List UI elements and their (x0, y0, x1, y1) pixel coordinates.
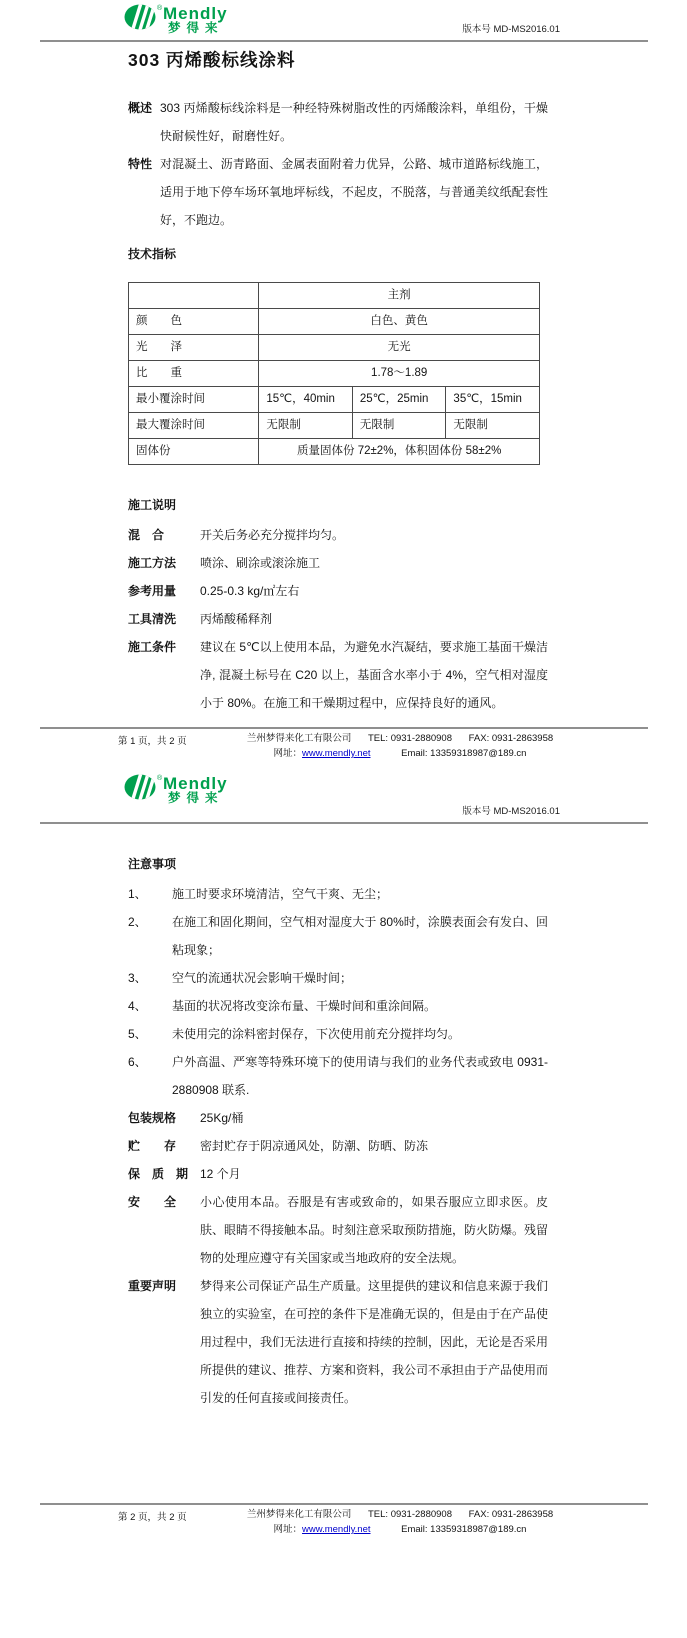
feature-label: 特性 (128, 157, 153, 171)
feature-text: 对混凝土、沥青路面、金属表面附着力优异，公路、城市道路标线施工，适用于地下停车场环氧地坪标线，不起皮，不脱落，与普通美纹纸配套性好，不跑边。 (160, 157, 548, 227)
footer-tel: TEL: 0931-2880908 (368, 1509, 452, 1520)
row-label: 最大覆涂时间 (129, 413, 259, 439)
row-label: 最小覆涂时间 (129, 387, 259, 413)
footer-line1 (232, 731, 568, 746)
notes-heading: 注意事项 (128, 857, 177, 871)
note-text: 施工时要求环境清洁，空气干爽、无尘； (172, 887, 389, 901)
footer-line2 (232, 746, 568, 761)
overview-text: 303 丙烯酸标线涂料是一种经特殊树脂改性的丙烯酸涂料，单组份，干燥快耐候性好，耐磨性好。 (160, 101, 548, 143)
brand-en: Mendly (163, 4, 228, 23)
overview-label: 概述 (128, 101, 153, 115)
info-text: 密封贮存于阴凉通风处，防潮、防晒、防冻 (200, 1139, 429, 1153)
row-label: 比 重 (129, 361, 259, 387)
info-text: 25Kg/桶 (200, 1111, 244, 1125)
version-label: 版本号 MD-MS2016.01 (462, 24, 560, 35)
row-value: 无限制 (352, 413, 446, 439)
note-text: 户外高温、严寒等特殊环境下的使用请与我们的业务代表或致电 0931-2880908 联系. (172, 1055, 548, 1097)
item-text: 0.25-0.3 kg/㎡左右 (200, 584, 300, 598)
overview-section (128, 94, 548, 150)
mendly-logo (123, 2, 273, 39)
item-label: 工具清洗 (128, 612, 177, 626)
table-row (129, 387, 540, 413)
row-value: 无光 (259, 335, 540, 361)
row-label: 颜 色 (129, 309, 259, 335)
info-item (128, 1104, 548, 1132)
page2-footer-rule (40, 1503, 648, 1505)
info-label: 贮 存 (128, 1139, 177, 1153)
construction-item (128, 633, 548, 717)
mendly-logo-graphic (123, 772, 273, 804)
brand-cn: 梦得来 (168, 21, 224, 34)
table-row (129, 283, 540, 309)
table-corner-cell (129, 283, 259, 309)
brand-cn: 梦得来 (168, 791, 224, 804)
note-item (128, 880, 548, 908)
page1-footer-rule (40, 727, 648, 729)
table-row (129, 335, 540, 361)
mendly-logo (123, 772, 273, 809)
footer-email: Email: 13359318987@189.cn (401, 1524, 527, 1535)
item-text: 喷涂、刷涂或滚涂施工 (200, 556, 321, 570)
row-value: 无限制 (446, 413, 540, 439)
info-label: 安 全 (128, 1195, 177, 1209)
footer-tel: TEL: 0931-2880908 (368, 733, 452, 744)
website-label: 网址： (273, 748, 303, 759)
registered-mark: ® (157, 5, 163, 12)
page2-footer-info (232, 1507, 568, 1537)
row-label: 固体份 (129, 439, 259, 465)
brand-en: Mendly (163, 774, 228, 793)
construction-item (128, 549, 548, 577)
registered-mark: ® (157, 775, 163, 782)
item-label: 施工方法 (128, 556, 177, 570)
footer-email: Email: 13359318987@189.cn (401, 748, 527, 759)
website-link[interactable]: www.mendly.net (302, 1524, 371, 1535)
item-label: 施工条件 (128, 640, 177, 654)
item-label: 参考用量 (128, 584, 177, 598)
construction-heading: 施工说明 (128, 498, 177, 512)
page1-content (128, 46, 548, 717)
note-text: 空气的流通状况会影响干燥时间； (172, 971, 353, 985)
info-text: 梦得来公司保证产品生产质量。这里提供的建议和信息来源于我们独立的实验室，在可控的条件下是准确无误的，但是由于在产品使用过程中，我们无法进行直接和持续的控制，因此，无论是否采用所提供的建议、推荐、方案和资料，我公司不承担由于产品使用而引发的任何直接或间接责任。 (200, 1279, 549, 1405)
row-value: 无限制 (259, 413, 353, 439)
row-value-35c: 35℃，15min (446, 387, 540, 413)
info-label: 保 质 期 (128, 1167, 189, 1181)
construction-item (128, 577, 548, 605)
construction-item (128, 605, 548, 633)
row-value: 质量固体份 72±2%，体积固体份 58±2% (259, 439, 540, 465)
note-item (128, 964, 548, 992)
footer-fax: FAX: 0931-2863958 (468, 1509, 554, 1520)
item-text: 丙烯酸稀释剂 (200, 612, 273, 626)
page1-header-rule (40, 40, 648, 42)
note-text: 基面的状况将改变涂布量、干燥时间和重涂间隔。 (172, 999, 437, 1013)
table-row (129, 413, 540, 439)
note-item (128, 908, 548, 964)
info-item (128, 1272, 548, 1412)
website-link[interactable]: www.mendly.net (302, 748, 371, 759)
note-text: 未使用完的涂料密封保存，下次使用前充分搅拌均匀。 (172, 1027, 461, 1041)
note-text: 在施工和固化期间，空气相对湿度大于 80%时，涂膜表面会有发白、回粘现象； (172, 915, 548, 957)
row-label: 光 泽 (129, 335, 259, 361)
page2-content (128, 850, 548, 1412)
table-row (129, 361, 540, 387)
info-label: 重要声明 (128, 1279, 177, 1293)
info-text: 小心使用本品。吞服是有害或致命的，如果吞服应立即求医。皮肤、眼睛不得接触本品。时刻注意采取预防措施，防火防爆。残留物的处理应遵守有关国家或当地政府的安全法规。 (200, 1195, 549, 1265)
row-value-25c: 25℃，25min (352, 387, 446, 413)
note-item (128, 1048, 548, 1104)
item-text: 开关后务必充分搅拌均匀。 (200, 528, 345, 542)
info-item (128, 1188, 548, 1272)
item-text: 建议在 5℃以上使用本品，为避免水汽凝结，要求施工基面干燥洁净, 混凝土标号在 C20 以上，基面含水率小于 4%，空气相对湿度小于 80%。在施工和干燥期过程中，应保持良好的通风。 (200, 640, 548, 710)
feature-section (128, 150, 548, 234)
note-item (128, 992, 548, 1020)
page2-page-number: 第 2 页，共 2 页 (118, 1512, 187, 1523)
note-number: 4、 (128, 999, 147, 1013)
info-text: 12 个月 (200, 1167, 241, 1181)
item-label: 混 合 (128, 528, 165, 542)
construction-item (128, 521, 548, 549)
note-number: 3、 (128, 971, 147, 985)
tech-spec-table (128, 282, 540, 465)
table-main-header: 主剂 (259, 283, 540, 309)
page1-page-number: 第 1 页，共 2 页 (118, 736, 187, 747)
note-number: 6、 (128, 1055, 147, 1069)
page1-footer-info (232, 731, 568, 761)
footer-line1 (232, 1507, 568, 1522)
note-number: 1、 (128, 887, 147, 901)
footer-line2 (232, 1522, 568, 1537)
company-name: 兰州梦得来化工有限公司 (246, 1509, 352, 1520)
row-value-15c: 15℃，40min (259, 387, 353, 413)
info-item (128, 1160, 548, 1188)
footer-fax: FAX: 0931-2863958 (468, 733, 554, 744)
table-row (129, 439, 540, 465)
info-label: 包装规格 (128, 1111, 177, 1125)
note-number: 5、 (128, 1027, 147, 1041)
company-name: 兰州梦得来化工有限公司 (246, 733, 352, 744)
page-title: 303 丙烯酸标线涂料 (128, 50, 296, 70)
row-value: 1.78～1.89 (259, 361, 540, 387)
mendly-logo-graphic (123, 2, 273, 34)
row-value: 白色、黄色 (259, 309, 540, 335)
version-label: 版本号 MD-MS2016.01 (462, 806, 560, 817)
page2-header-rule (40, 822, 648, 824)
website-label: 网址： (273, 1524, 303, 1535)
note-number: 2、 (128, 915, 147, 929)
table-row (129, 309, 540, 335)
tech-heading: 技术指标 (128, 247, 177, 261)
note-item (128, 1020, 548, 1048)
info-item (128, 1132, 548, 1160)
